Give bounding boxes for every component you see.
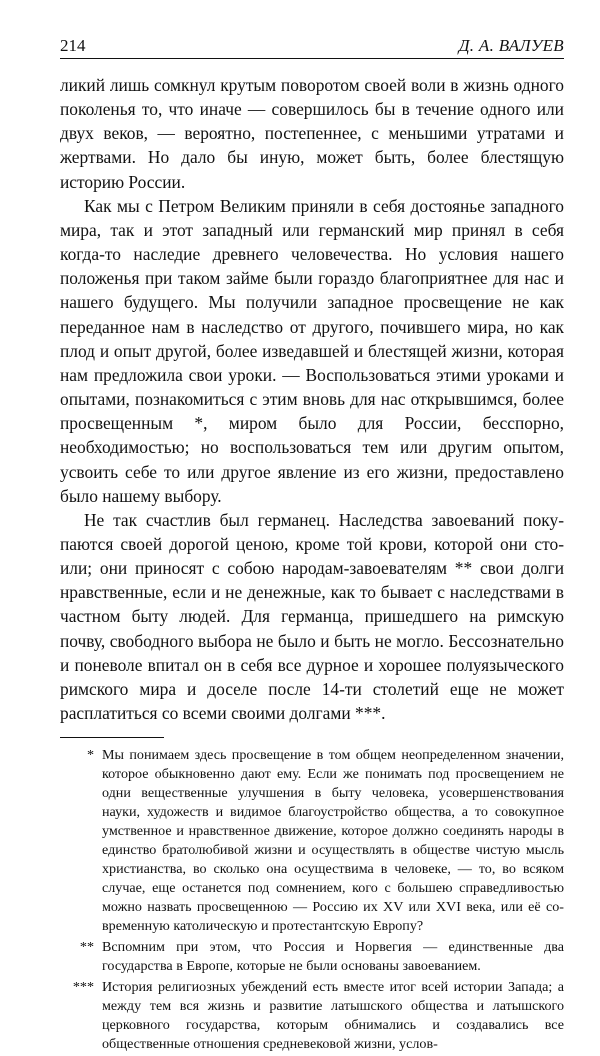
footnote-text: Мы понимаем здесь просвещение в том общем неопределенном значении, которое обыкновенно дают ему. Если же понимать под просвещением не одни вещественные улучшения в быту человека, усовершенствования науки, художеств и видимое благоустройство общества, а то совокупное умственное и нравственное движение, которое должно соединять народы в единство братолюбивой жизни и осуществлять в обществе чистую мысль христианства, во сколько она осуществима в человеке, — то, во всяком случае, еще останется под сомнением, кого с большею справедливостью можно назвать просвещенною — Россию их XV или XVI века, или её современную католическую и протестантскую Европу? — [102, 747, 564, 935]
footnote-mark: *** — [72, 979, 94, 996]
footnote — [60, 938, 564, 976]
footnote-text: История религиозных убеждений есть вместе итог всей истории Запада; а между тем вся жизнь и развитие латышского общества и латышского церковного государства, которым обнимались и создавались все общественные отношения средневековой жизни, услов- — [102, 979, 564, 1053]
page-number: 214 — [60, 36, 86, 55]
paragraph: ликий лишь сомкнул крутым поворотом своей воли в жизнь одного поколенья то, что иначе — совершилось бы в течение одного или двух веков, — вероятно, постепеннее, с меньшими утратами и жертвами. Но дало бы иную, может быть, более блестящую историю России. — [60, 75, 564, 192]
footnote-text: Вспомним при этом, что Россия и Норвегия — единственные два государства в Европе, которые не были основаны завоеванием. — [102, 939, 564, 975]
book-page — [60, 34, 564, 1056]
main-text — [60, 73, 564, 725]
footnote — [60, 746, 564, 936]
footnotes — [60, 746, 564, 1054]
page-header — [60, 34, 564, 59]
footnote-mark: * — [86, 747, 94, 764]
footnote-mark: ** — [79, 939, 94, 956]
running-title: Д. А. ВАЛУЕВ — [458, 36, 564, 55]
paragraph: Как мы с Петром Великим приняли в себя достоянье западного мира, так и этот западный или германский мир принял в себя когда-то наследие древнего человечества. Но условия нашего положенья при таком займе были гораздо благоприятнее для нас и нашего будущего. Мы получили западное просвещение не как переданное нам в наследство от другого, почившего мира, но как плод и опыт другой, более изведавшей и блестящей жизни, которая нам предложила свои уроки. — Воспользоваться этими уроками и опытами, познакомиться с этим вновь для нас открывшимся, более просвещенным *, миром было для России, бесспорно, необходимостью; но воспользоваться тем или другим опытом, усвоить себе то или другое явление из его жизни, предоставлено было нашему выбору. — [60, 195, 564, 506]
footnote — [60, 978, 564, 1054]
footnote-divider — [60, 737, 164, 738]
paragraph: Не так счастлив был германец. Наследства завоеваний покупаются своей дорогой ценою, кроме той крови, которой они стоили; они приносят с собою народам-завоевателям ** свои долги нравственные, если и не денежные, как то бывает с наследствами в частном быту людей. Для германца, пришедшего на римскую почву, свободного выбора не было и быть не могло. Бессознательно и поневоле впитал он в себя все дурное и хорошее полуязыческого римского мира и доселе после 14-ти столетий еще не может расплатиться со всеми своими долгами ***. — [60, 509, 564, 724]
